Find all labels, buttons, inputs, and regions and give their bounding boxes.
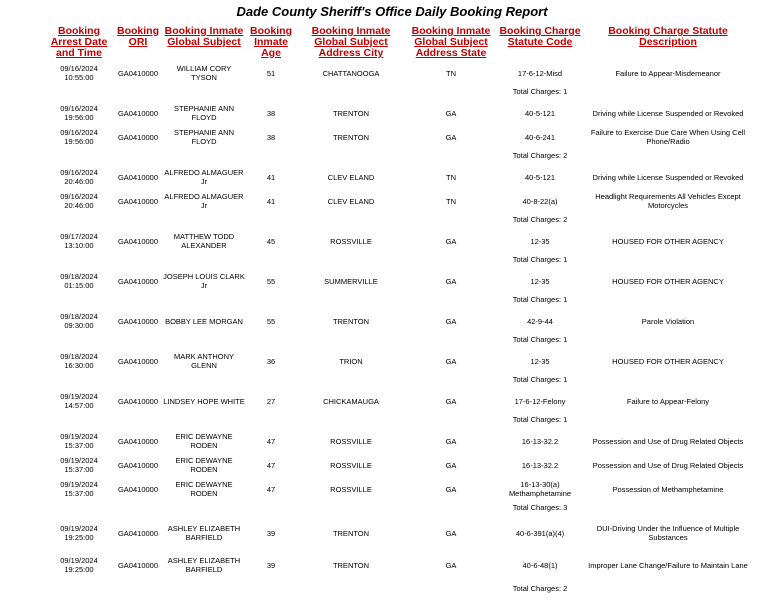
state-cell: GA bbox=[445, 356, 457, 366]
city-cell: TRENTON bbox=[332, 132, 370, 142]
age-cell: 39 bbox=[266, 560, 276, 570]
statute-desc-cell: DUI-Driving Under the Influence of Multiple Substances bbox=[596, 524, 740, 542]
state-cell: GA bbox=[445, 436, 457, 446]
header-desc: Booking Charge Statute Description bbox=[608, 25, 728, 48]
age-cell: 45 bbox=[266, 236, 276, 246]
booking-date-cell: 09/16/2024 19:56:00 bbox=[60, 104, 98, 122]
table-row bbox=[0, 184, 784, 218]
table-row bbox=[0, 304, 784, 338]
age-cell: 55 bbox=[266, 276, 276, 286]
inmate-name-cell: STEPHANIE ANN FLOYD bbox=[173, 104, 234, 122]
statute-code-cell: 17-6-12-Felony bbox=[514, 396, 566, 406]
inmate-name-cell: BOBBY LEE MORGAN bbox=[165, 316, 243, 326]
booking-date-cell: 09/19/2024 15:37:00 bbox=[60, 432, 98, 450]
statute-desc-cell: Possession of Methamphetamine bbox=[612, 484, 724, 494]
ori-cell: GA0410000 bbox=[117, 132, 159, 142]
state-cell: GA bbox=[445, 396, 457, 406]
booking-date-cell: 09/18/2024 01:15:00 bbox=[60, 272, 98, 290]
total-charges: Total Charges: 1 bbox=[512, 415, 568, 424]
statute-code-cell: 42-9-44 bbox=[527, 316, 553, 326]
booking-date-cell: 09/16/2024 20:46:00 bbox=[60, 192, 98, 210]
state-cell: GA bbox=[445, 316, 457, 326]
state-cell: GA bbox=[445, 108, 457, 118]
inmate-name-cell: ASHLEY ELIZABETH BARFIELD bbox=[167, 556, 241, 574]
booking-date-cell: 09/19/2024 15:37:00 bbox=[60, 480, 98, 498]
city-cell: ROSSVILLE bbox=[330, 484, 372, 494]
ori-cell: GA0410000 bbox=[117, 316, 159, 326]
city-cell: CHICKAMAUGA bbox=[323, 396, 379, 406]
age-cell: 41 bbox=[266, 172, 276, 182]
total-charges: Total Charges: 1 bbox=[512, 375, 568, 384]
total-charges: Total Charges: 1 bbox=[512, 255, 568, 264]
inmate-name-cell: WILLIAM CORY TYSON bbox=[176, 64, 232, 82]
table-row bbox=[0, 120, 784, 154]
total-charges: Total Charges: 2 bbox=[512, 584, 568, 593]
inmate-name-cell: ERIC DEWAYNE RODEN bbox=[175, 480, 233, 498]
city-cell: TRENTON bbox=[332, 560, 370, 570]
state-cell: GA bbox=[445, 132, 457, 142]
statute-desc-cell: Parole Violation bbox=[641, 316, 695, 326]
state-cell: GA bbox=[445, 276, 457, 286]
city-cell: TRENTON bbox=[332, 108, 370, 118]
age-cell: 55 bbox=[266, 316, 276, 326]
statute-desc-cell: Failure to Appear-Misdemeanor bbox=[615, 68, 721, 78]
age-cell: 38 bbox=[266, 108, 276, 118]
statute-code-cell: 40-8-22(a) bbox=[522, 196, 558, 206]
statute-code-cell: 40-5-121 bbox=[524, 108, 556, 118]
state-cell: TN bbox=[446, 68, 456, 78]
ori-cell: GA0410000 bbox=[117, 528, 159, 538]
ori-cell: GA0410000 bbox=[117, 68, 159, 78]
inmate-name-cell: MATTHEW TODD ALEXANDER bbox=[173, 232, 235, 250]
city-cell: ROSSVILLE bbox=[330, 436, 372, 446]
report-title: Dade County Sheriff's Office Daily Booking Report bbox=[236, 4, 548, 19]
ori-cell: GA0410000 bbox=[117, 236, 159, 246]
statute-desc-cell: Driving while License Suspended or Revoked bbox=[592, 172, 744, 182]
statute-code-cell: 12-35 bbox=[530, 356, 550, 366]
city-cell: CHATTANOOGA bbox=[322, 68, 380, 78]
age-cell: 51 bbox=[266, 68, 276, 78]
booking-date-cell: 09/17/2024 13:10:00 bbox=[60, 232, 98, 250]
age-cell: 36 bbox=[266, 356, 276, 366]
header-ori: Booking ORI bbox=[117, 25, 159, 48]
statute-code-cell: 12-35 bbox=[530, 276, 550, 286]
booking-date-cell: 09/19/2024 19:25:00 bbox=[60, 556, 98, 574]
total-charges: Total Charges: 1 bbox=[512, 295, 568, 304]
total-charges: Total Charges: 3 bbox=[512, 503, 568, 512]
total-charges: Total Charges: 1 bbox=[512, 87, 568, 96]
city-cell: ROSSVILLE bbox=[330, 236, 372, 246]
booking-date-cell: 09/16/2024 10:55:00 bbox=[60, 64, 98, 82]
inmate-name-cell: JOSEPH LOUIS CLARK Jr bbox=[163, 272, 245, 290]
inmate-name-cell: LINDSEY HOPE WHITE bbox=[163, 396, 245, 406]
total-charges: Total Charges: 2 bbox=[512, 151, 568, 160]
header-city: Booking Inmate Global Subject Address City bbox=[311, 25, 391, 59]
statute-desc-cell: Driving while License Suspended or Revoked bbox=[592, 108, 744, 118]
total-charges: Total Charges: 1 bbox=[512, 335, 568, 344]
statute-desc-cell: Improper Lane Change/Failure to Maintain Lane bbox=[588, 560, 748, 570]
statute-code-cell: 16-13-30(a) Methamphetamine bbox=[508, 480, 572, 498]
booking-date-cell: 09/19/2024 15:37:00 bbox=[60, 456, 98, 474]
statute-code-cell: 16-13-32.2 bbox=[521, 460, 559, 470]
state-cell: TN bbox=[446, 196, 456, 206]
booking-date-cell: 09/18/2024 16:30:00 bbox=[60, 352, 98, 370]
booking-date-cell: 09/16/2024 19:56:00 bbox=[60, 128, 98, 146]
ori-cell: GA0410000 bbox=[117, 196, 159, 206]
age-cell: 39 bbox=[266, 528, 276, 538]
header-code: Booking Charge Statute Code bbox=[499, 25, 581, 48]
age-cell: 47 bbox=[266, 436, 276, 446]
statute-code-cell: 40-6-391(a)(4) bbox=[515, 528, 565, 538]
header-date: Booking Arrest Date and Time bbox=[50, 25, 108, 59]
ori-cell: GA0410000 bbox=[117, 108, 159, 118]
statute-code-cell: 40-6-48(1) bbox=[522, 560, 558, 570]
table-row bbox=[0, 384, 784, 418]
header-subject: Booking Inmate Global Subject bbox=[164, 25, 244, 48]
ori-cell: GA0410000 bbox=[117, 460, 159, 470]
inmate-name-cell: ALFREDO ALMAGUER Jr bbox=[164, 168, 244, 186]
booking-date-cell: 09/16/2024 20:46:00 bbox=[60, 168, 98, 186]
table-row bbox=[0, 224, 784, 258]
city-cell: ROSSVILLE bbox=[330, 460, 372, 470]
ori-cell: GA0410000 bbox=[117, 276, 159, 286]
state-cell: GA bbox=[445, 484, 457, 494]
age-cell: 38 bbox=[266, 132, 276, 142]
table-row bbox=[0, 516, 784, 550]
table-row bbox=[0, 56, 784, 90]
statute-code-cell: 16-13-32.2 bbox=[521, 436, 559, 446]
city-cell: TRENTON bbox=[332, 316, 370, 326]
inmate-name-cell: STEPHANIE ANN FLOYD bbox=[173, 128, 234, 146]
inmate-name-cell: MARK ANTHONY GLENN bbox=[173, 352, 234, 370]
statute-code-cell: 17-6-12-Misd bbox=[517, 68, 563, 78]
table-row bbox=[0, 472, 784, 506]
ori-cell: GA0410000 bbox=[117, 172, 159, 182]
booking-date-cell: 09/19/2024 19:25:00 bbox=[60, 524, 98, 542]
table-row bbox=[0, 344, 784, 378]
statute-desc-cell: Failure to Exercise Due Care When Using Cell Phone/Radio bbox=[590, 128, 746, 146]
city-cell: CLEV ELAND bbox=[327, 172, 375, 182]
booking-date-cell: 09/18/2024 09:30:00 bbox=[60, 312, 98, 330]
city-cell: TRION bbox=[339, 356, 363, 366]
statute-desc-cell: Failure to Appear-Felony bbox=[626, 396, 710, 406]
table-row bbox=[0, 548, 784, 582]
age-cell: 27 bbox=[266, 396, 276, 406]
statute-desc-cell: Headlight Requirements All Vehicles Except Motorcycles bbox=[595, 192, 741, 210]
city-cell: TRENTON bbox=[332, 528, 370, 538]
statute-desc-cell: HOUSED FOR OTHER AGENCY bbox=[612, 356, 724, 366]
age-cell: 41 bbox=[266, 196, 276, 206]
state-cell: GA bbox=[445, 560, 457, 570]
statute-desc-cell: HOUSED FOR OTHER AGENCY bbox=[612, 276, 724, 286]
age-cell: 47 bbox=[266, 484, 276, 494]
inmate-name-cell: ERIC DEWAYNE RODEN bbox=[175, 456, 233, 474]
header-state: Booking Inmate Global Subject Address State bbox=[411, 25, 491, 59]
state-cell: GA bbox=[445, 528, 457, 538]
age-cell: 47 bbox=[266, 460, 276, 470]
statute-desc-cell: Possession and Use of Drug Related Objects bbox=[592, 460, 744, 470]
header-age: Booking Inmate Age bbox=[250, 25, 292, 59]
inmate-name-cell: ASHLEY ELIZABETH BARFIELD bbox=[167, 524, 241, 542]
table-row bbox=[0, 264, 784, 298]
state-cell: GA bbox=[445, 460, 457, 470]
city-cell: CLEV ELAND bbox=[327, 196, 375, 206]
statute-code-cell: 12-35 bbox=[530, 236, 550, 246]
ori-cell: GA0410000 bbox=[117, 484, 159, 494]
statute-desc-cell: HOUSED FOR OTHER AGENCY bbox=[612, 236, 724, 246]
statute-desc-cell: Possession and Use of Drug Related Objects bbox=[592, 436, 744, 446]
city-cell: SUMMERVILLE bbox=[324, 276, 378, 286]
ori-cell: GA0410000 bbox=[117, 356, 159, 366]
booking-date-cell: 09/19/2024 14:57:00 bbox=[60, 392, 98, 410]
state-cell: TN bbox=[446, 172, 456, 182]
ori-cell: GA0410000 bbox=[117, 560, 159, 570]
ori-cell: GA0410000 bbox=[117, 436, 159, 446]
ori-cell: GA0410000 bbox=[117, 396, 159, 406]
state-cell: GA bbox=[445, 236, 457, 246]
statute-code-cell: 40-6-241 bbox=[524, 132, 556, 142]
statute-code-cell: 40-5-121 bbox=[524, 172, 556, 182]
inmate-name-cell: ERIC DEWAYNE RODEN bbox=[175, 432, 233, 450]
total-charges: Total Charges: 2 bbox=[512, 215, 568, 224]
inmate-name-cell: ALFREDO ALMAGUER Jr bbox=[164, 192, 244, 210]
